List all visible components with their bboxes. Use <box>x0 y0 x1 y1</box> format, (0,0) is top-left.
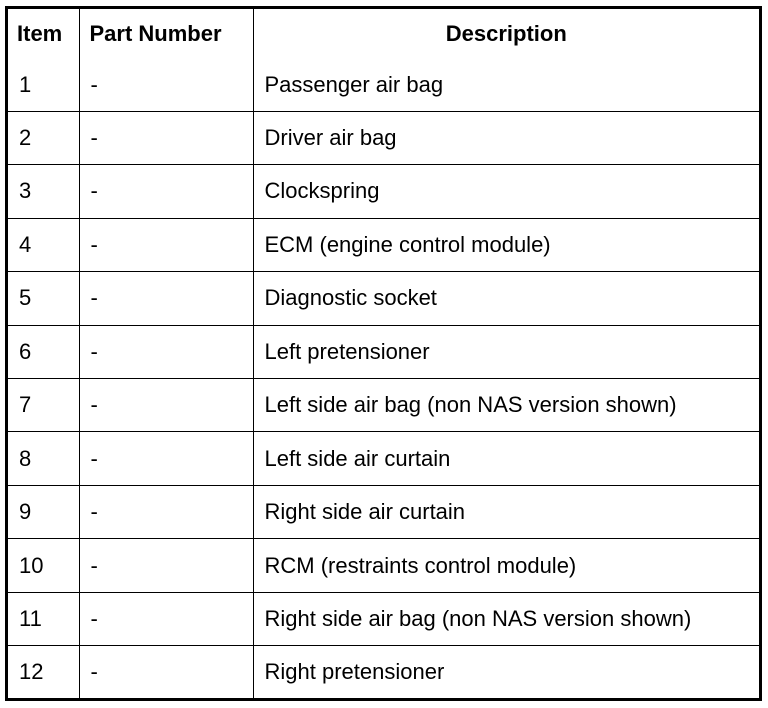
description-cell: Left side air bag (non NAS version shown) <box>253 378 759 431</box>
description-cell: Clockspring <box>253 165 759 218</box>
part-number-cell: - <box>79 432 253 485</box>
part-number-cell: - <box>79 325 253 378</box>
header-item: Item <box>8 9 79 59</box>
table-row <box>8 539 759 592</box>
item-cell: 12 <box>8 646 79 698</box>
part-number-cell: - <box>79 272 253 325</box>
parts-table <box>8 9 759 698</box>
table-row <box>8 592 759 645</box>
item-cell: 10 <box>8 539 79 592</box>
item-cell: 8 <box>8 432 79 485</box>
item-cell: 7 <box>8 378 79 431</box>
parts-table-frame <box>5 6 762 701</box>
table-row <box>8 272 759 325</box>
table-row <box>8 646 759 698</box>
item-cell: 9 <box>8 485 79 538</box>
description-cell: Right pretensioner <box>253 646 759 698</box>
description-cell: Driver air bag <box>253 111 759 164</box>
part-number-cell: - <box>79 646 253 698</box>
table-row <box>8 59 759 111</box>
part-number-cell: - <box>79 485 253 538</box>
table-row <box>8 485 759 538</box>
table-row <box>8 378 759 431</box>
table-row <box>8 432 759 485</box>
header-description: Description <box>253 9 759 59</box>
description-cell: Right side air bag (non NAS version shown) <box>253 592 759 645</box>
description-cell: Left side air curtain <box>253 432 759 485</box>
description-cell: RCM (restraints control module) <box>253 539 759 592</box>
item-cell: 6 <box>8 325 79 378</box>
description-cell: Right side air curtain <box>253 485 759 538</box>
header-part-number: Part Number <box>79 9 253 59</box>
item-cell: 2 <box>8 111 79 164</box>
description-cell: ECM (engine control module) <box>253 218 759 271</box>
part-number-cell: - <box>79 111 253 164</box>
table-row <box>8 218 759 271</box>
part-number-cell: - <box>79 218 253 271</box>
description-cell: Diagnostic socket <box>253 272 759 325</box>
item-cell: 3 <box>8 165 79 218</box>
item-cell: 4 <box>8 218 79 271</box>
part-number-cell: - <box>79 592 253 645</box>
table-row <box>8 165 759 218</box>
item-cell: 11 <box>8 592 79 645</box>
part-number-cell: - <box>79 539 253 592</box>
table-row <box>8 111 759 164</box>
table-row <box>8 325 759 378</box>
table-header-row <box>8 9 759 59</box>
part-number-cell: - <box>79 378 253 431</box>
part-number-cell: - <box>79 59 253 111</box>
part-number-cell: - <box>79 165 253 218</box>
item-cell: 1 <box>8 59 79 111</box>
description-cell: Left pretensioner <box>253 325 759 378</box>
description-cell: Passenger air bag <box>253 59 759 111</box>
item-cell: 5 <box>8 272 79 325</box>
